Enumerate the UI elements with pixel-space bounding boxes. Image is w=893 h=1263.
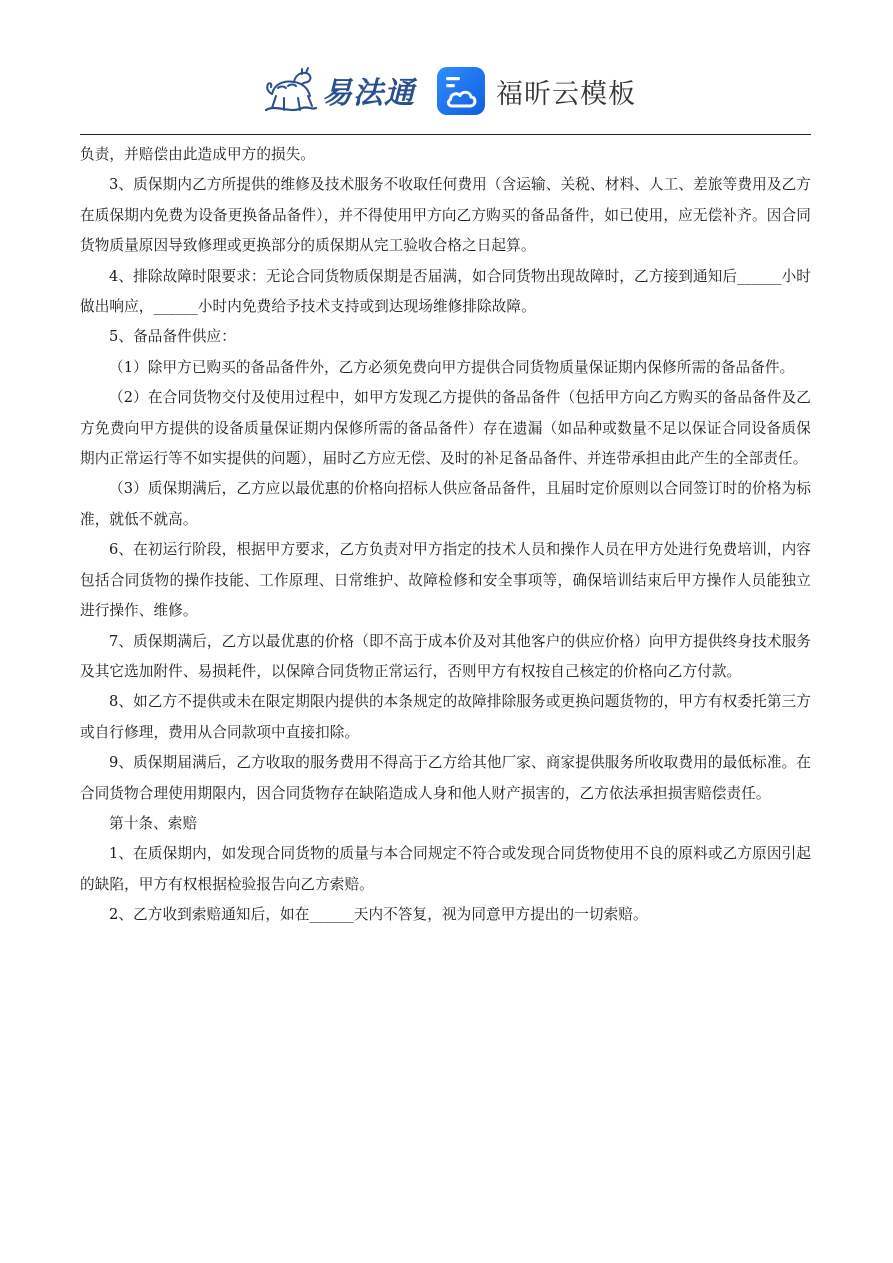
paragraph-clause-5-1: （1）除甲方已购买的备品备件外，乙方必须免费向甲方提供合同货物质量保证期内保修所需的备品备件。 bbox=[109, 358, 795, 376]
paragraph-clause-5-3: （3）质保期满后，乙方应以最优惠的价格向招标人供应备品备件，且届时定价原则以合同签订时的价格为标准，就低不就高。 bbox=[80, 480, 811, 528]
paragraph-clause-7: 7、质保期满后，乙方以最优惠的价格（即不高于成本价及对其他客户的供应价格）向甲方提供终身技术服务及其它选加附件、易损耗件，以保障合同货物正常运行，否则甲方有权按自己核定的价格向乙方付款。 bbox=[80, 632, 811, 680]
paragraph-claim-2: 2、乙方收到索赔通知后，如在______天内不答复，视为同意甲方提出的一切索赔。 bbox=[109, 906, 648, 924]
fuxin-logo-text: 福昕云模板 bbox=[496, 78, 636, 110]
paragraph-clause-5-2: （2）在合同货物交付及使用过程中，如甲方发现乙方提供的备品备件（包括甲方向乙方购买的备品备件及乙方免费向甲方提供的设备质量保证期内保修所需的备品备件）存在遗漏（如品种或数量不足以保证合同设备质保期内正常运行等不如实提供的问题），届时乙方应无偿、及时的补足备品备件、并连带承担由此产生的全部责任。 bbox=[80, 389, 811, 468]
yifatong-logo bbox=[262, 64, 415, 116]
qilin-mascot-icon bbox=[262, 64, 318, 116]
paragraph-clause-8: 8、如乙方不提供或未在限定期限内提供的本条规定的故障排除服务或更换问题货物的，甲方有权委托第三方或自行修理，费用从合同款项中直接扣除。 bbox=[80, 693, 811, 741]
yifatong-logo-text: 易法通 bbox=[322, 76, 415, 111]
fuxin-logo bbox=[436, 65, 636, 117]
paragraph-clause-4: 4、排除故障时限要求：无论合同货物质保期是否届满，如合同货物出现故障时，乙方接到通知后______小时做出响应，______小时内免费给予技术支持或到达现场维修排除故障。 bbox=[80, 267, 811, 316]
document-body bbox=[80, 140, 811, 931]
paragraph-clause-6: 6、在初运行阶段，根据甲方要求，乙方负责对甲方指定的技术人员和操作人员在甲方处进行免费培训，内容包括合同货物的操作技能、工作原理、日常维护、故障检修和安全事项等，确保培训结束后甲方操作人员能独立进行操作、维修。 bbox=[80, 541, 811, 620]
paragraph-clause-3: 3、质保期内乙方所提供的维修及技术服务不收取任何费用（含运输、关税、材料、人工、差旅等费用及乙方在质保期内免费为设备更换备品备件），并不得使用甲方向乙方购买的备品备件，如已使用，应无偿补齐。因合同货物质量原因导致修理或更换部分的质保期从完工验收合格之日起算。 bbox=[80, 176, 811, 255]
page-header bbox=[0, 0, 893, 136]
paragraph-clause-9: 9、质保期届满后，乙方收取的服务费用不得高于乙方给其他厂家、商家提供服务所收取费用的最低标准。在合同货物合理使用期限内，因合同货物存在缺陷造成人身和他人财产损害的，乙方依法承担损害赔偿责任。 bbox=[80, 754, 811, 802]
paragraph-claim-1: 1、在质保期内，如发现合同货物的质量与本合同规定不符合或发现合同货物使用不良的原料或乙方原因引起的缺陷，甲方有权根据检验报告向乙方索赔。 bbox=[80, 845, 811, 893]
paragraph-clause-5: 5、备品备件供应： bbox=[109, 328, 236, 346]
header-divider bbox=[80, 134, 811, 135]
section-title-article-10: 第十条、索赔 bbox=[109, 814, 198, 832]
paragraph-continuation: 负责，并赔偿由此造成甲方的损失。 bbox=[80, 146, 316, 163]
fuxin-cloud-document-icon bbox=[436, 66, 486, 116]
